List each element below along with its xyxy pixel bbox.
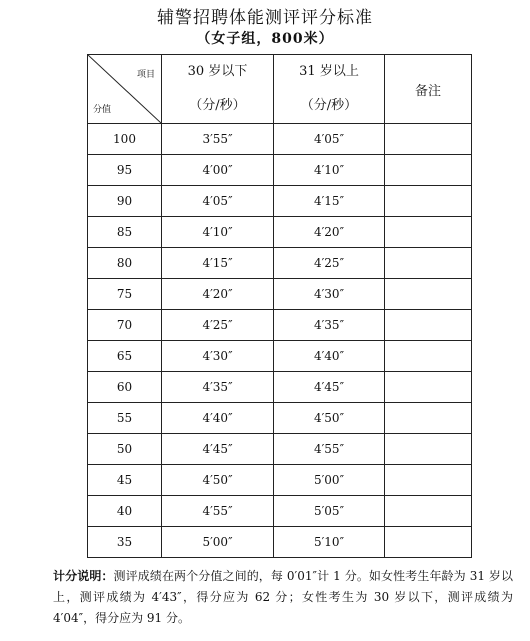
under-30-time-cell: 4′05″	[162, 186, 274, 217]
under-30-time-cell: 4′15″	[162, 248, 274, 279]
table-row	[88, 217, 472, 248]
remark-cell	[385, 434, 472, 465]
scoring-note-lead: 计分说明：	[53, 569, 114, 583]
header-under-30-unit: （分/秒）	[189, 98, 246, 113]
table-row	[88, 403, 472, 434]
table-row	[88, 496, 472, 527]
scoring-note	[53, 566, 513, 629]
remark-cell	[385, 341, 472, 372]
under-30-time-cell: 5′00″	[162, 527, 274, 558]
score-cell: 80	[88, 248, 162, 279]
table-row	[88, 372, 472, 403]
header-item-label: 项目	[136, 70, 155, 80]
scoring-note-text: 测评成绩在两个分值之间的，每 0′01″计 1 分。如女性考生年龄为 31 岁以上，测评成绩为 4′43″，得分应为 62 分；女性考生为 30 岁以下，测评成绩为 4′04″，得分应为 91 分。	[53, 569, 513, 625]
under-30-time-cell: 4′00″	[162, 155, 274, 186]
over-31-time-cell: 4′15″	[274, 186, 385, 217]
score-cell: 100	[88, 124, 162, 155]
header-remark: 备注	[385, 55, 472, 124]
diagonal-header-cell	[88, 55, 162, 124]
under-30-time-cell: 4′35″	[162, 372, 274, 403]
score-cell: 35	[88, 527, 162, 558]
table-row	[88, 155, 472, 186]
score-cell: 90	[88, 186, 162, 217]
over-31-time-cell: 4′45″	[274, 372, 385, 403]
score-cell: 95	[88, 155, 162, 186]
table-row	[88, 310, 472, 341]
under-30-time-cell: 4′25″	[162, 310, 274, 341]
header-over-31	[274, 55, 385, 124]
under-30-time-cell: 4′50″	[162, 465, 274, 496]
score-cell: 85	[88, 217, 162, 248]
remark-cell	[385, 155, 472, 186]
remark-cell	[385, 403, 472, 434]
under-30-time-cell: 4′55″	[162, 496, 274, 527]
over-31-time-cell: 4′55″	[274, 434, 385, 465]
table-row	[88, 434, 472, 465]
score-cell: 65	[88, 341, 162, 372]
score-cell: 40	[88, 496, 162, 527]
score-cell: 50	[88, 434, 162, 465]
header-score-label: 分值	[93, 105, 112, 115]
over-31-time-cell: 4′50″	[274, 403, 385, 434]
table-row	[88, 341, 472, 372]
remark-cell	[385, 186, 472, 217]
header-under-30-title: 30 岁以下	[187, 64, 248, 79]
header-over-31-unit: （分/秒）	[300, 98, 358, 113]
score-cell: 60	[88, 372, 162, 403]
remark-cell	[385, 124, 472, 155]
over-31-time-cell: 4′25″	[274, 248, 385, 279]
table-row	[88, 248, 472, 279]
under-30-time-cell: 4′10″	[162, 217, 274, 248]
over-31-time-cell: 4′30″	[274, 279, 385, 310]
score-table	[87, 54, 472, 558]
over-31-time-cell: 4′20″	[274, 217, 385, 248]
score-table-body	[88, 55, 472, 558]
page-subtitle: （女子组，800米）	[196, 31, 334, 47]
over-31-time-cell: 4′10″	[274, 155, 385, 186]
table-row	[88, 465, 472, 496]
table-row	[88, 527, 472, 558]
over-31-time-cell: 5′00″	[274, 465, 385, 496]
under-30-time-cell: 4′30″	[162, 341, 274, 372]
under-30-time-cell: 4′45″	[162, 434, 274, 465]
over-31-time-cell: 4′05″	[274, 124, 385, 155]
over-31-time-cell: 4′40″	[274, 341, 385, 372]
table-row	[88, 124, 472, 155]
remark-cell	[385, 496, 472, 527]
remark-cell	[385, 279, 472, 310]
over-31-time-cell: 5′05″	[274, 496, 385, 527]
remark-cell	[385, 248, 472, 279]
under-30-time-cell: 4′20″	[162, 279, 274, 310]
remark-cell	[385, 217, 472, 248]
remark-cell	[385, 372, 472, 403]
table-header-row	[88, 55, 472, 124]
page-title: 辅警招聘体能测评评分标准	[157, 8, 373, 28]
header-under-30	[162, 55, 274, 124]
table-row	[88, 186, 472, 217]
remark-cell	[385, 527, 472, 558]
over-31-time-cell: 5′10″	[274, 527, 385, 558]
header-over-31-title: 31 岁以上	[299, 64, 359, 79]
score-cell: 45	[88, 465, 162, 496]
under-30-time-cell: 3′55″	[162, 124, 274, 155]
score-cell: 75	[88, 279, 162, 310]
score-cell: 70	[88, 310, 162, 341]
remark-cell	[385, 465, 472, 496]
under-30-time-cell: 4′40″	[162, 403, 274, 434]
over-31-time-cell: 4′35″	[274, 310, 385, 341]
table-row	[88, 279, 472, 310]
remark-cell	[385, 310, 472, 341]
score-cell: 55	[88, 403, 162, 434]
